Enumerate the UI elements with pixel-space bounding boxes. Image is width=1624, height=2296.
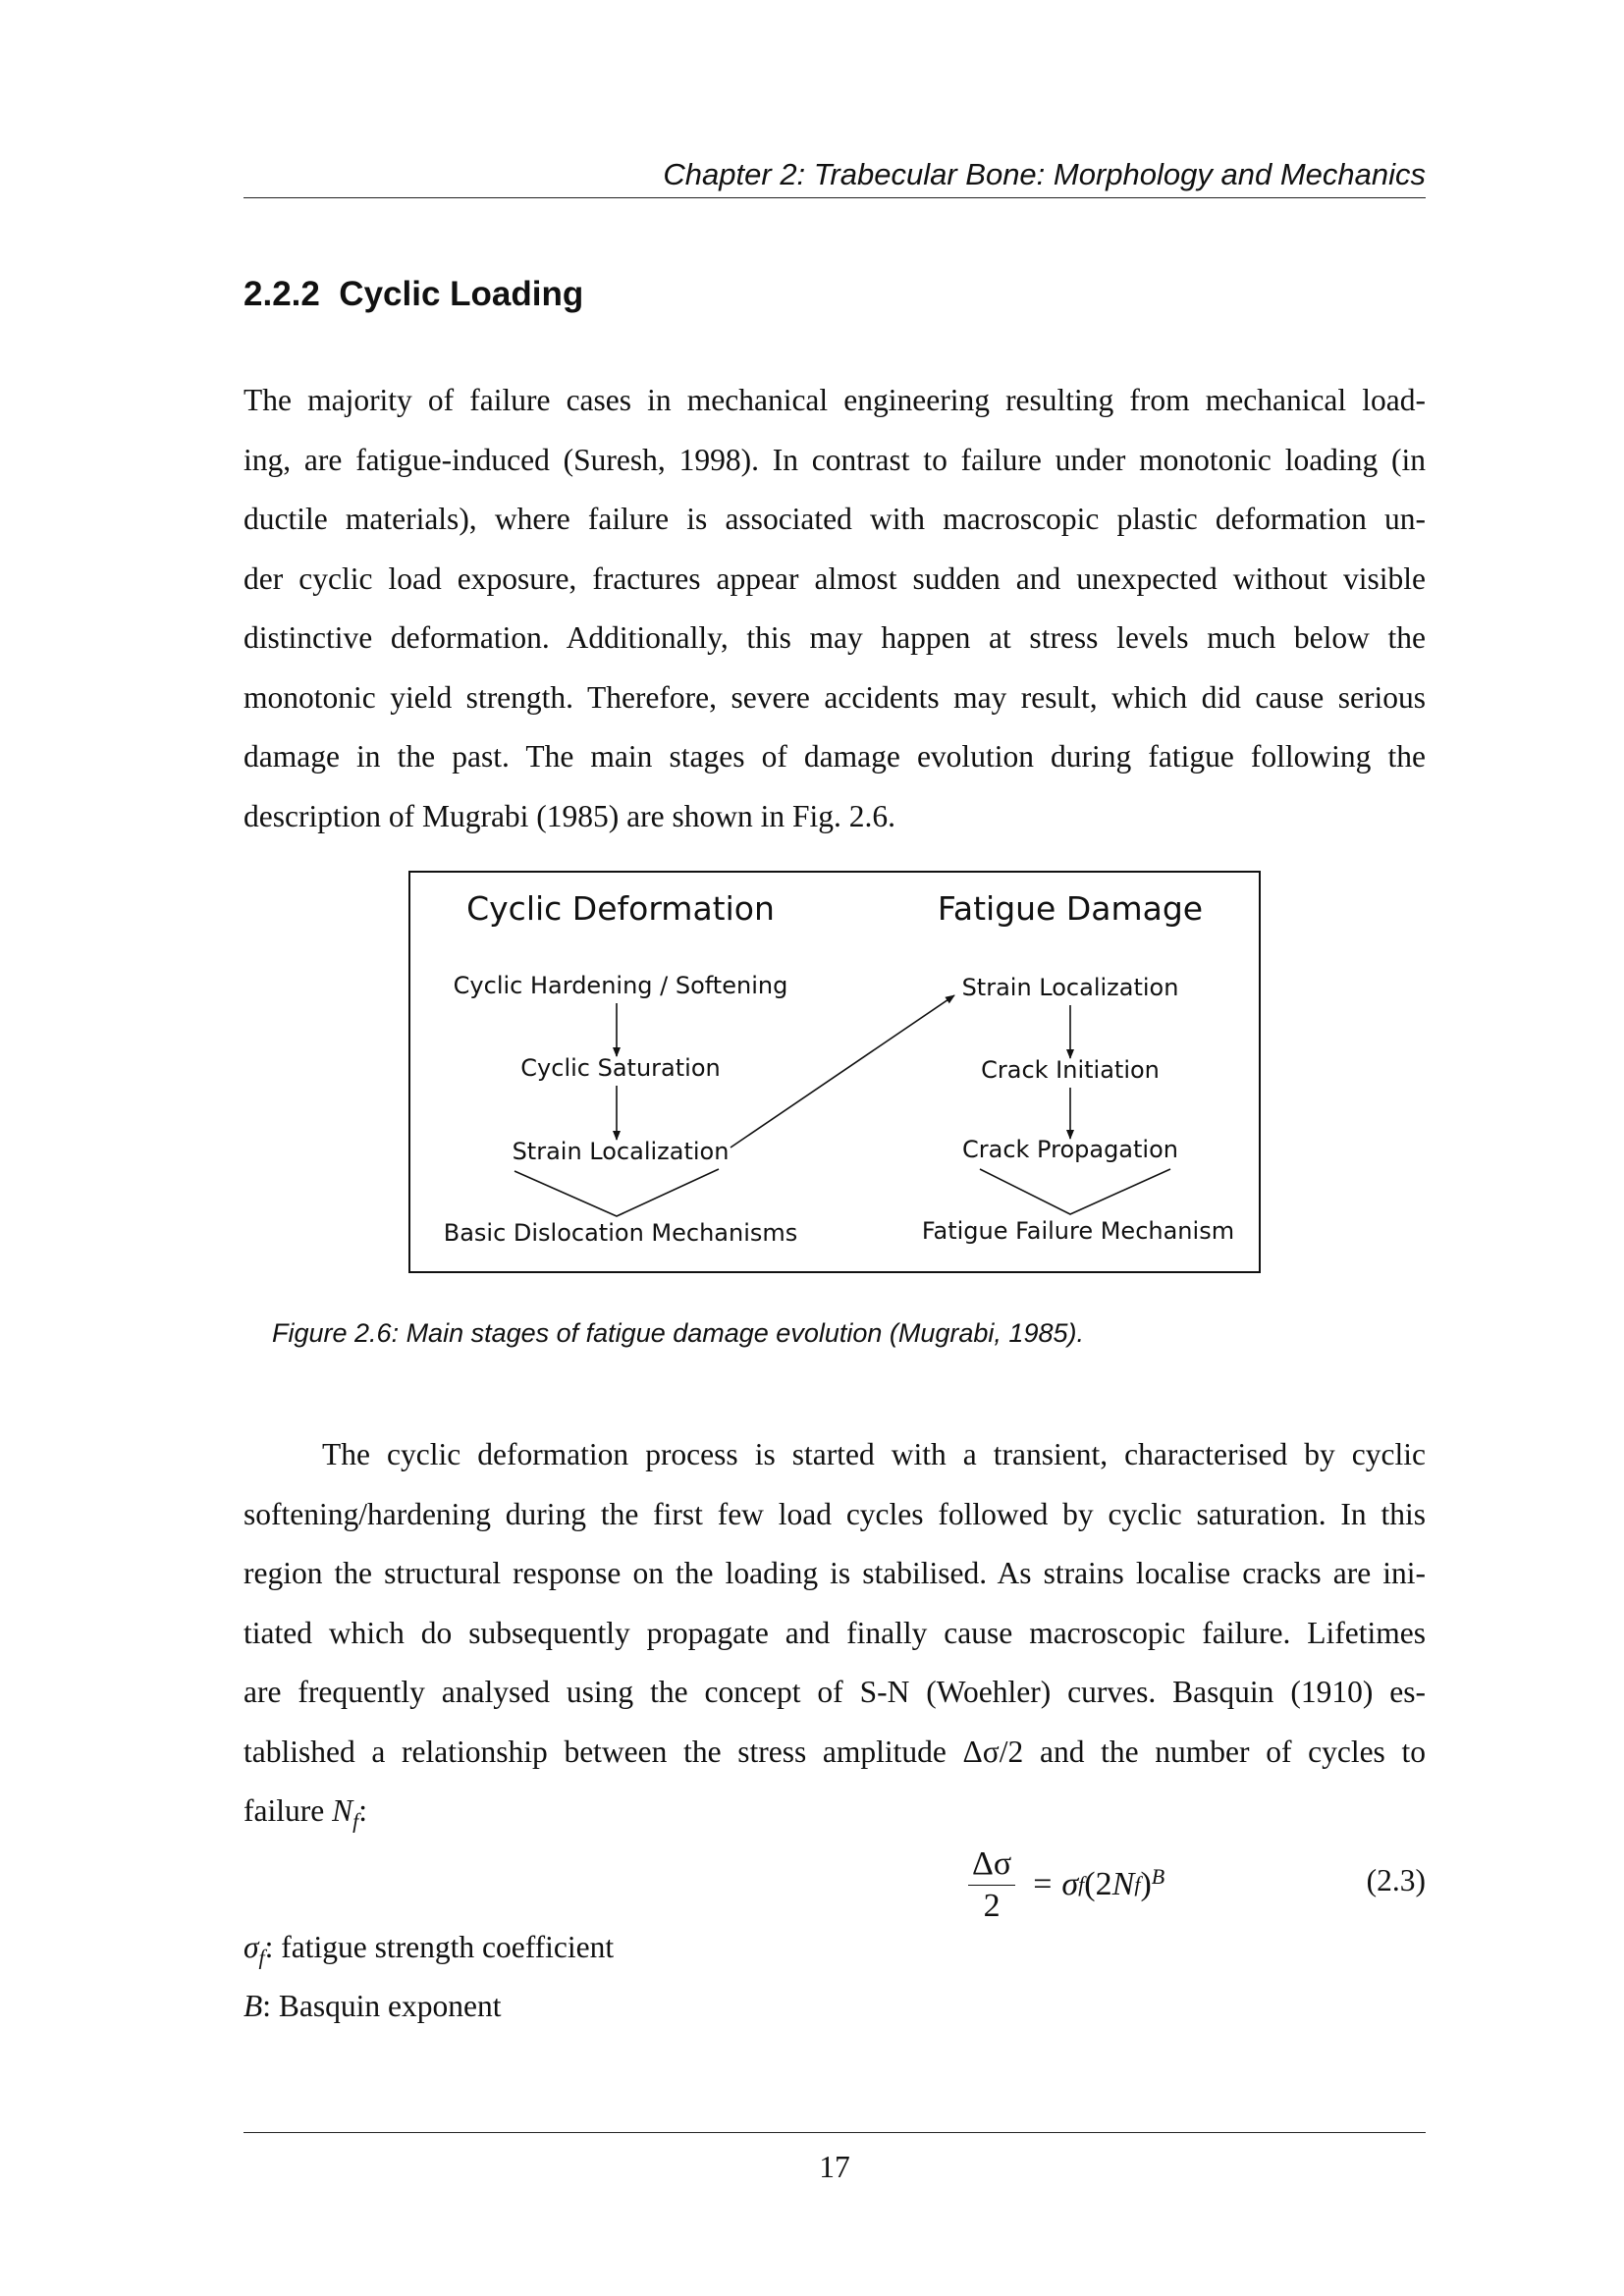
right-item-crack-propagation: Crack Propagation — [962, 1136, 1178, 1163]
text-fragment: failure — [244, 1793, 333, 1828]
definition-text: : fatigue strength coefficient — [264, 1930, 615, 1964]
n-subscript: f — [1134, 1872, 1141, 1896]
text-line: description of Mugrabi (1985) are shown in Fig. 2.6. — [244, 798, 896, 833]
b-symbol: B — [244, 1989, 263, 2023]
bracket-right-mechanisms — [980, 1169, 1170, 1214]
fraction-denominator: 2 — [983, 1887, 1001, 1924]
n-symbol: N — [1111, 1866, 1135, 1902]
text-line: tablished a relationship between the stress amplitude Δσ/2 and the number of cycles to — [244, 1734, 1426, 1769]
open-paren: (2 — [1084, 1866, 1112, 1902]
right-item-crack-initiation: Crack Initiation — [981, 1056, 1160, 1084]
equation-body — [968, 1836, 1164, 1934]
equals-sign: = — [1033, 1866, 1053, 1902]
equation-basquin — [244, 1836, 1426, 1934]
definition-sigma — [244, 1926, 614, 1979]
section-heading: 2.2.2 Cyclic Loading — [244, 275, 584, 313]
equation-number: (2.3) — [1366, 1863, 1426, 1897]
definition-b — [244, 1985, 501, 2028]
text-fragment: : — [358, 1793, 367, 1828]
left-column-title: Cyclic Deformation — [466, 889, 775, 928]
sigma-subscript: f — [1078, 1872, 1085, 1896]
text-line: softening/hardening during the first few load cycles followed by cyclic saturation. In this — [244, 1496, 1426, 1531]
left-item-strain-localization: Strain Localization — [512, 1138, 730, 1165]
exponent-b: B — [1151, 1864, 1165, 1889]
left-bottom-mechanism: Basic Dislocation Mechanisms — [443, 1219, 798, 1247]
text-line: tiated which do subsequently propagate and finally cause macroscopic failure. Lifetimes — [244, 1615, 1426, 1650]
right-column-title: Fatigue Damage — [937, 889, 1204, 928]
text-line: are frequently analysed using the concept of S-N (Woehler) curves. Basquin (1910) es- — [244, 1675, 1426, 1709]
subscript-f: f — [352, 1808, 359, 1834]
text-line: der cyclic load exposure, fractures appear almost sudden and unexpected without visible — [244, 561, 1426, 596]
text-line: monotonic yield strength. Therefore, severe accidents may result, which did cause serious — [244, 679, 1426, 715]
header-rule — [244, 197, 1426, 198]
right-bottom-mechanism: Fatigue Failure Mechanism — [921, 1217, 1235, 1245]
figure-fatigue-stages — [408, 871, 1261, 1273]
paragraph-intro — [244, 371, 1426, 846]
equation-fraction — [968, 1843, 1015, 1927]
figure-caption: Figure 2.6: Main stages of fatigue damage evolution (Mugrabi, 1985). — [272, 1318, 1084, 1348]
text-line: ing, are fatigue-induced (Suresh, 1998). In contrast to failure under monotonic loading (in — [244, 442, 1426, 477]
text-line: region the structural response on the loading is stabilised. As strains localise cracks are ini- — [244, 1556, 1426, 1590]
left-item-hardening: Cyclic Hardening / Softening — [453, 972, 788, 999]
sigma-symbol: σ — [1061, 1866, 1079, 1902]
text-line: The cyclic deformation process is started with a transient, characterised by cyclic — [322, 1437, 1426, 1471]
definition-text: : Basquin exponent — [262, 1989, 502, 2023]
figure-diagram — [410, 873, 1259, 1271]
sigma-subscript: f — [258, 1945, 265, 1970]
text-line: damage in the past. The main stages of damage evolution during fatigue following the — [244, 739, 1426, 774]
sigma-symbol: σ — [244, 1930, 259, 1964]
variable-n: N — [332, 1793, 353, 1828]
bracket-left-mechanisms — [514, 1169, 719, 1216]
right-item-strain-localization: Strain Localization — [961, 974, 1179, 1001]
text-line: distinctive deformation. Additionally, this may happen at stress levels much below the — [244, 620, 1426, 655]
page-number: 17 — [819, 2150, 850, 2184]
left-item-saturation: Cyclic Saturation — [520, 1054, 721, 1082]
running-header: Chapter 2: Trabecular Bone: Morphology and Mechanics — [663, 157, 1426, 191]
paragraph-cyclic-process — [244, 1425, 1426, 1851]
text-line: ductile materials), where failure is associated with macroscopic plastic deformation un- — [244, 502, 1426, 536]
fraction-numerator: Δσ — [968, 1843, 1015, 1886]
close-paren: ) — [1140, 1866, 1152, 1902]
footer-rule — [244, 2132, 1426, 2133]
arrow-cross-localization — [731, 995, 954, 1148]
text-line: The majority of failure cases in mechanical engineering resulting from mechanical load- — [244, 383, 1426, 417]
